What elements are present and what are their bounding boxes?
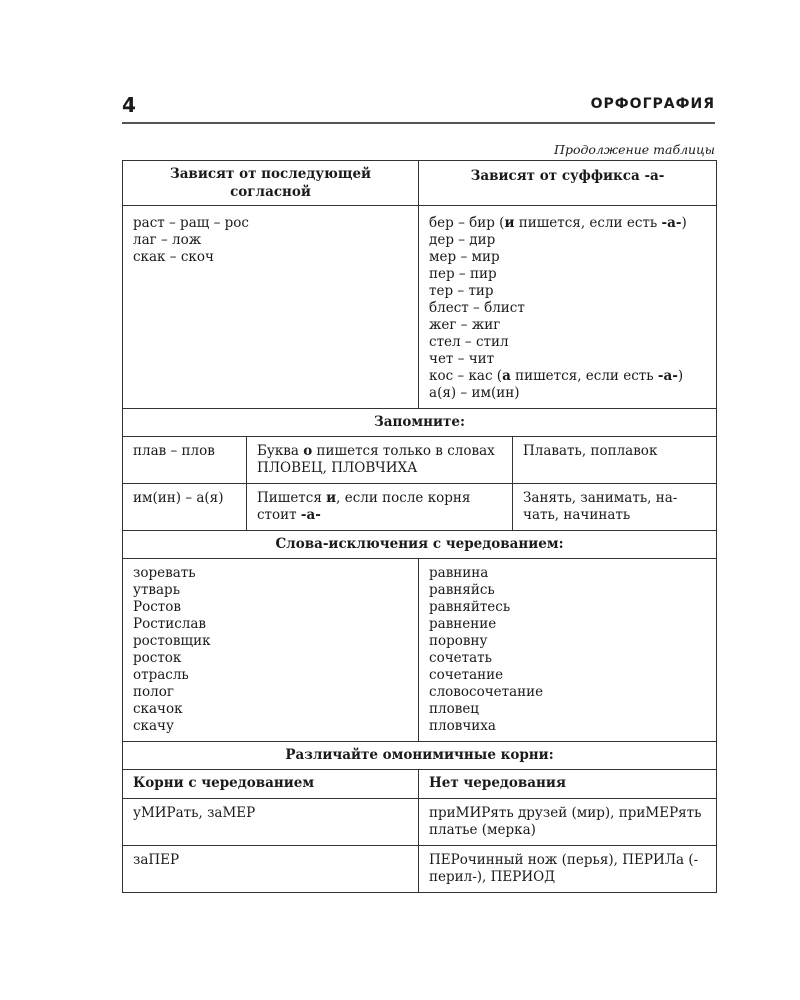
page-number: 4 <box>122 93 136 117</box>
list-item: мер – мир <box>429 249 500 265</box>
homonyms-title-row <box>123 742 717 770</box>
list-item: полог <box>133 684 174 700</box>
table-row <box>123 846 717 893</box>
list-item: отрасль <box>133 667 189 683</box>
section-title: ОРФОГРАФИЯ <box>590 96 715 112</box>
homonym-alternating-root: уМИРать, заМЕР <box>133 805 256 821</box>
list-item: Ростов <box>133 599 181 615</box>
homonym-fixed-root: ПЕРочинный нож (перья), ПЕРИЛа (-перил-), ПЕРИОД <box>429 852 699 885</box>
header-rule <box>122 122 715 124</box>
list-item: лаг – лож <box>133 232 202 248</box>
remember-rule: Пишется и, если после корня стоит -а- <box>257 490 471 523</box>
homonym-fixed-root: приМИРять друзей (мир), приМЕРять платье (мерка) <box>429 805 702 838</box>
list-item: словосочетание <box>429 684 544 700</box>
suffix-roots-list <box>419 206 716 408</box>
exceptions-title: Слова-исключения с чередованием: <box>275 536 564 552</box>
list-item: равняйсь <box>429 582 495 598</box>
remember-examples: Занять, занимать, начать, начинать <box>523 490 678 523</box>
list-item: поровну <box>429 633 488 649</box>
remember-examples: Плавать, поплавок <box>523 443 658 459</box>
list-item: утварь <box>133 582 181 598</box>
list-item: скачок <box>133 701 183 717</box>
list-item: ростовщик <box>133 633 211 649</box>
list-item: зоревать <box>133 565 196 581</box>
roots-row <box>123 206 717 409</box>
list-item: кос – кас (а пишется, если есть -а-) <box>429 368 684 384</box>
spelling-table <box>122 160 717 893</box>
list-item: а(я) – им(ин) <box>429 385 520 401</box>
list-item: пер – пир <box>429 266 497 282</box>
table-row <box>123 799 717 846</box>
table-header-row <box>123 161 717 206</box>
list-item: жег – жиг <box>429 317 501 333</box>
list-item: блест – блист <box>429 300 525 316</box>
list-item: пловчиха <box>429 718 496 734</box>
remember-title: Запомните: <box>374 414 465 430</box>
exceptions-left-list <box>123 559 418 741</box>
list-item: равнина <box>429 565 489 581</box>
list-item: тер – тир <box>429 283 494 299</box>
remember-rule: Буква о пишется только в словах ПЛОВЕЦ, ПЛОВЧИХА <box>257 443 495 476</box>
exceptions-right-list <box>419 559 716 741</box>
list-item: скак – скоч <box>133 249 214 265</box>
remember-title-row <box>123 409 717 437</box>
remember-row <box>123 437 717 484</box>
remember-root: им(ин) – а(я) <box>133 490 224 506</box>
exceptions-row <box>123 559 717 742</box>
consonant-roots-list <box>123 206 418 272</box>
list-item: стел – стил <box>429 334 509 350</box>
homonyms-col2-header: Нет чередования <box>429 775 566 791</box>
list-item: бер – бир (и пишется, если есть -а-) <box>429 215 687 231</box>
list-item: Ростислав <box>133 616 207 632</box>
list-item: пловец <box>429 701 479 717</box>
list-item: равняйтесь <box>429 599 511 615</box>
table-continuation-note: Продолжение таблицы <box>554 142 715 157</box>
list-item: росток <box>133 650 182 666</box>
right-column-header: Зависят от суффикса -а- <box>470 168 665 184</box>
list-item: дер – дир <box>429 232 496 248</box>
list-item: скачу <box>133 718 174 734</box>
list-item: сочетание <box>429 667 504 683</box>
list-item: равнение <box>429 616 497 632</box>
list-item: раст – ращ – рос <box>133 215 249 231</box>
homonyms-title: Различайте омонимичные корни: <box>285 747 554 763</box>
remember-root: плав – плов <box>133 443 215 459</box>
homonyms-col1-header: Корни с чередованием <box>133 775 315 791</box>
homonym-alternating-root: заПЕР <box>133 852 180 868</box>
remember-row <box>123 484 717 531</box>
homonyms-header-row <box>123 770 717 799</box>
list-item: сочетать <box>429 650 492 666</box>
left-column-header: Зависят от последующей согласной <box>169 166 372 200</box>
exceptions-title-row <box>123 531 717 559</box>
list-item: чет – чит <box>429 351 495 367</box>
